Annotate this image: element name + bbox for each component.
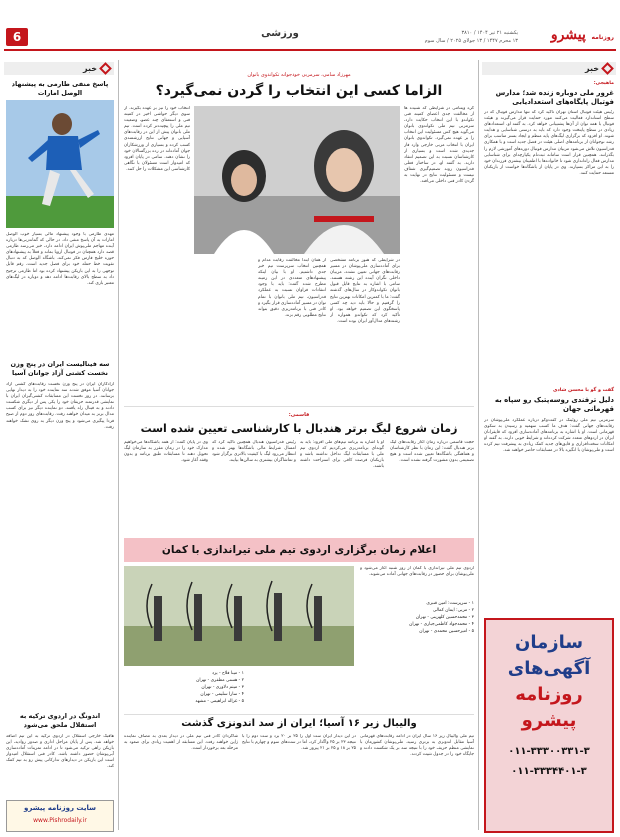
right-section-label: خبر [482,62,616,75]
ad-phone-1: ۰۱۱-۳۳۳۰۰۳۳۱-۳ [508,746,590,757]
left-column-divider [118,60,119,830]
left-section-label: خبر [4,62,114,75]
left-story-1-title: پاسخ منفی طارمی به پیشنهاد الوصل امارات [11,80,109,97]
handball-body-1: حجت قاسمی درباره زمان آغاز رقابت‌های لیگ برتر هندبال گفت: این زمان با نظر کارشناسان و هماهنگی باشگاه‌ها تعیین شده است و هیچ تصمیمی بدون مشورت گرفته نشده است. [390,440,474,464]
center-kicker: مهرزاد سامی، سرمربی خودجوانه تکواندوی بانوان [247,72,351,78]
volleyball-body-2: در این دیدار ایران ست اول را ۲۵ بر ۲۰ برد و ست دوم را با نتیجه ۲۳ بر ۲۵ واگذار کرد، اما در ست‌های سوم و چهارم با نتایج ۲۵ بر ۱۸ و ۲۵ بر ۲۱ پیروز شد. [242,734,356,752]
volleyball-body-3: شاگردان کادر فنی تیم ملی در دیدار بعدی به مصاف نماینده ژاپن خواهند رفت. این مسابقه از اهمیت زیادی برای صعود به مرحله بعد برخوردار است. [124,734,238,752]
volleyball-body-1: تیم ملی والیبال زیر ۱۶ سال ایران در ادامه رقابت‌های قهرمانی آسیا مقابل اندونزی به برتری رسید. ملی‌پوشان کشورمان با نمایشی منظم حریف خود را با نتیجه سه بر یک شکست دادند و جایگاه خود را در جدول تثبیت کردند. [360,734,474,758]
archery-list-1 [360,600,474,635]
handball-body-3: رئیس فدراسیون هندبال همچنین تأکید کرد که امسال شرایط مالی باشگاه‌ها بهتر شده و انتظار می‌رود لیگ با کیفیت بالاتری برگزار شود و تماشاگران بیشتری به سالن‌ها بیایند. [212,440,296,464]
right-kicker-2: گفت و گو با محسن شادی [552,388,614,393]
volleyball-headline: والیبال زیر ۱۶ آسیا؛ ایران از سد اندونزی گذشت [181,718,417,729]
ad-title-1: سازمان [514,632,584,653]
center-headline: الزاما کسی این انتخاب را گردن نمی‌گیرد؟ [155,83,443,99]
right-title-1: غرور ملی دوباره زنده شد؛ مدارس فوتبال پایگاه‌های استعدادیابی [495,89,614,106]
soccer-player-illustration [6,100,114,228]
right-title-2: دلیل ترفندی روسه‌پتبک رو سپاه به قهرمانی جهان [494,396,614,413]
diamond-icon [601,62,614,75]
ad-phone-2: ۰۱۱-۳۳۳۴۴۰۱-۳ [511,766,587,777]
page-number-badge: 6 [6,28,28,46]
left-story-3-body: هافبک خارجی استقلال در اردوی ترکیه به این تیم اضافه خواهد شد. پس از پایان مراحل اداری و صدور روادید، این بازیکن راهی ترکیه می‌شود تا در ادامه تمرینات آماده‌سازی آبی‌پوشان حضور داشته باشد. کادر فنی استقلال امیدوار است این بازیکن در دیدارهای تدارکاتی پیش رو به تیم کمک کند. [6,734,114,770]
handball-headline: زمان شروع لیگ برتر هندبال با کارشناسی تعیین شده است [140,422,458,435]
diamond-icon [99,62,112,75]
archery-intro: اردوی تیم ملی تیراندازی با کمان از روز شنبه آغاز می‌شود و ملی‌پوشان برای حضور در رقابت‌های جهانی آماده می‌شوند. [360,566,474,578]
list-item: ۲ - مربی: ایمان کمالی [432,608,474,613]
ad-title-2: آگهی‌های [507,658,591,679]
logo-prefix: روزنامه [591,34,614,41]
list-item: ۳ - میثم دلاوری - تهران [201,685,244,690]
section-rule-2 [124,714,474,715]
archery-photo [124,566,354,666]
handball-body-4: وی در پایان گفت: از همه باشگاه‌ها می‌خواهیم مدارک خود را در زمان مقرر به سازمان لیگ تحویل دهند تا مسابقات طبق برنامه و بدون وقفه آغاز شود. [124,440,208,464]
logo-name: پیشرو [550,27,586,43]
list-item: ۴ - سارا سلیمی - تهران [200,692,244,697]
right-kicker-1: ماهیجی: [593,81,614,86]
archery-list-2 [124,670,244,705]
date-line-1: یکشنبه ۲۱ تیر ۱۴۰۴ / ۳۸۱۰ [461,30,518,36]
handball-body-2: او با اشاره به برنامه تیم‌های ملی افزود: باید به گونه‌ای برنامه‌ریزی می‌کردیم که اردوی تیم ملی با مسابقات لیگ تداخل نداشته باشد و بازیکنان فرصت کافی برای استراحت داشته باشند. [300,440,384,470]
center-col-1: کره ویتنامی در شرایطی که شنیده ها از مخالفت جدی اعضای کمیته فنی تکواندو با این انتخاب حکایت دارد، سرمربی تیم ملی تکواندوی بانوان می‌گوید هیچ کس مسئولیت این انتخاب را بر عهده نمی‌گیرد. تکواندوی بانوان ایران با انتخاب مربی خارجی وارد فاز جدیدی شده است و بسیاری از کارشناسان نسبت به این تصمیم انتقاد دارند. به گفته او، در ساختار فعلی فدراسیون روند تصمیم‌گیری شفاف نیست و مسئولیت نتایج در نهایت به گردن کادر فنی داخلی می‌افتد. [404,106,474,185]
list-item: ۵ - غزاله ابراهیمی - مشهد [195,699,244,704]
section-title: ورزشی [261,28,299,39]
section-rule-1 [124,406,474,407]
left-story-2-body: آزادکاران ایران در پنج وزن نخست رقابت‌های کشتی آزاد جوانان آسیا موفق شدند سه نماینده خود را به دیدار نهایی برسانند. در روز نخست این مسابقات کشتی‌گیران ایران با نمایشی قدرتمند حریفان خود را یکی پس از دیگری شکست دادند و به فینال راه یافتند. دو نماینده دیگر نیز برای کسب مدال برنز به میدان خواهند رفت. رقابت‌های روز دوم از صبح فردا پیگیری می‌شود و پنج وزن دیگر به روی تشک خواهند رفت. [6,382,114,430]
archery-photo-illustration [124,566,354,666]
right-column-divider [478,60,479,830]
ad-title-4: پیشرو [521,710,577,731]
right-body-2: سرمربی تیم ملی روئینگ در گفت‌وگو درباره عملکرد ملی‌پوشان در رقابت‌های جهانی گفت: هدف ما کسب سهمیه و رسیدن به سکوی قهرمانی است. او با اشاره به برنامه‌های آماده‌سازی افزود که قایقرانان ایران در اردوهای متعدد شرکت کرده‌اند و شرایط خوبی دارند. به گفته او امکانات سخت‌افزاری و قایق‌های جدید کمک زیادی به پیشرفت تیم کرده است و ملی‌پوشان با انگیزه بالا در مسابقات حاضر خواهند شد. [484,418,614,454]
list-item: ۲ - هستی مظفری - تهران [196,678,244,683]
athlete-photo-illustration [194,106,400,254]
website-ad-url[interactable]: www.Pishrodaily.ir [33,817,87,824]
masthead-logo [524,24,614,46]
header-rule [4,49,616,51]
list-item: ۳ - محمدحسین کلهرینی - تهران [415,615,474,620]
ad-box [484,618,614,833]
date-line-2: ۱۳ محرم ۱۴۴۷ / ۱۳ جولای ۲۰۲۵ / سال سوم [424,38,518,44]
left-story-3-title: اندونگ در اردوی ترکیه به استقلال ملحق می‌شود [19,712,101,729]
list-item: ۱ - مینا فلاح - یزد [212,671,244,676]
soccer-player-photo [6,100,114,228]
website-ad-title: سایت روزنامه پیشرو [24,804,96,812]
website-ad[interactable] [6,800,114,832]
left-story-2-title: سه فینالیست ایران در پنج وزن نخست کشتی آزاد جوانان آسیا [10,360,110,377]
left-story-1-body: مهدی طارمی با وجود پیشنهاد مالی بسیار خوب الوصل امارات به آن پاسخ منفی داد. در حالی که گمانه‌زنی‌ها درباره آینده مهاجم ملی‌پوش ایران ادامه دارد، خبر می‌رسد طارمی قصد دارد همچنان در فوتبال اروپا بماند و فعلاً به پیشنهادهای حوزه خلیج فارس فکر نمی‌کند. باشگاه الوصل که به دنبال تقویت خط حمله خود برای فصل جدید است، رقم قابل توجهی را به این بازیکن پیشنهاد کرده بود اما طارمی ترجیح داد به سطح بالای رقابت‌ها ادامه دهد و دوباره در لیگ‌های معتبر بازی کند. [6,232,114,286]
list-item: ۴ - محمدجواد کاظمی‌جباری - تهران [409,622,474,627]
list-item: ۵ - امیرحسین محمدی - تهران [419,629,474,634]
taekwondo-photo [194,106,400,254]
list-item: ۱ - سرپرست: امین قنبری [426,601,474,606]
center-col-3: از همان ابتدا مخالفت رقابت مدام و همچنین انتخاب سرپرست تیم خبر جدی داشتیم. او با بیان اینکه پیشنهادهای متعددی در این زمینه مطرح شده گفت: باید با وجود انتقادات فراوان نسبت به عملکرد فدراسیون، تیم ملی بانوان با تمام توان در مسیر آماده‌سازی قرار بگیرد و کادر فنی با برنامه‌ریزی دقیق بتواند نتایج مطلوبی رقم بزند. [258,258,326,318]
center-col-4: انتخاب خود را نیز بر عهده بگیرند. از سوی دیگر حواشی اخیر در کمیته فنی و استعفای چند عضو، وضعیت تیم ملی را پیچیده‌تر کرده است. تیم ملی بانوان پیش از این در رقابت‌های آسیایی و جهانی نتایج ارزشمندی کسب کرده و بسیاری از ورزشکاران جوان آماده‌اند در رده بزرگسالان خود را نشان دهند. سامی در پایان افزود که امیدوار است مسئولان با نگاهی کارشناسی این مشکلات را حل کنند. [124,106,190,172]
ad-title-3: روزنامه [515,684,583,705]
handball-kicker: قاسمی: [288,412,310,418]
right-body-1: رئیس هیئت فوتبال استان تهران تأکید کرد که تنها مدارس فوتبال که در سطح استاندارد فعالیت می‌کنند مورد حمایت قرار می‌گیرند و هیئت فوتبال با همه توان از آن‌ها پشتیبانی خواهد کرد. به گفته او، استعدادهای زیادی در سطح پایتخت وجود دارد که باید به درستی شناسایی و هدایت شوند. او افزود که برگزاری لیگ‌های پایه منظم و ایجاد بستر مناسب برای رشد نوجوانان از برنامه‌های اصلی هیئت در فصل جدید است و با همکاری فدراسیون تلاش می‌شود مربیان مدارس فوتبال دوره‌های آموزشی لازم را بگذرانند. همچنین قرار است سامانه ثبت‌نام یکپارچه‌ای برای شناسایی مدارس فعال راه‌اندازی شود تا خانواده‌ها با اطمینان بیشتری فرزندان خود را به این مراکز بسپارند. وی در پایان از باشگاه‌ها خواست از بازیکنان مستعد حمایت کنند. [484,110,614,176]
archery-headline: اعلام زمان برگزاری اردوی تیم ملی تیراندازی با کمان [124,538,474,562]
center-col-2: در شرایطی که هنوز برنامه مشخصی برای آماده‌سازی ملی‌پوشان در مسیر رقابت‌های جهانی تعیین نشده، مربیان داخلی نگران آینده این رشته هستند. سامی با اشاره به نتایج قابل قبول بانوان تکواندوکار در سال‌های گذشته گفت: ما با کمترین امکانات بهترین نتایج را گرفتیم و حالا باید دید چه کسی پاسخگوی این تصمیم خواهد بود. او تأکید کرد که تکواندو همواره از رشته‌های مدال‌آور ایران بوده است. [330,258,400,324]
